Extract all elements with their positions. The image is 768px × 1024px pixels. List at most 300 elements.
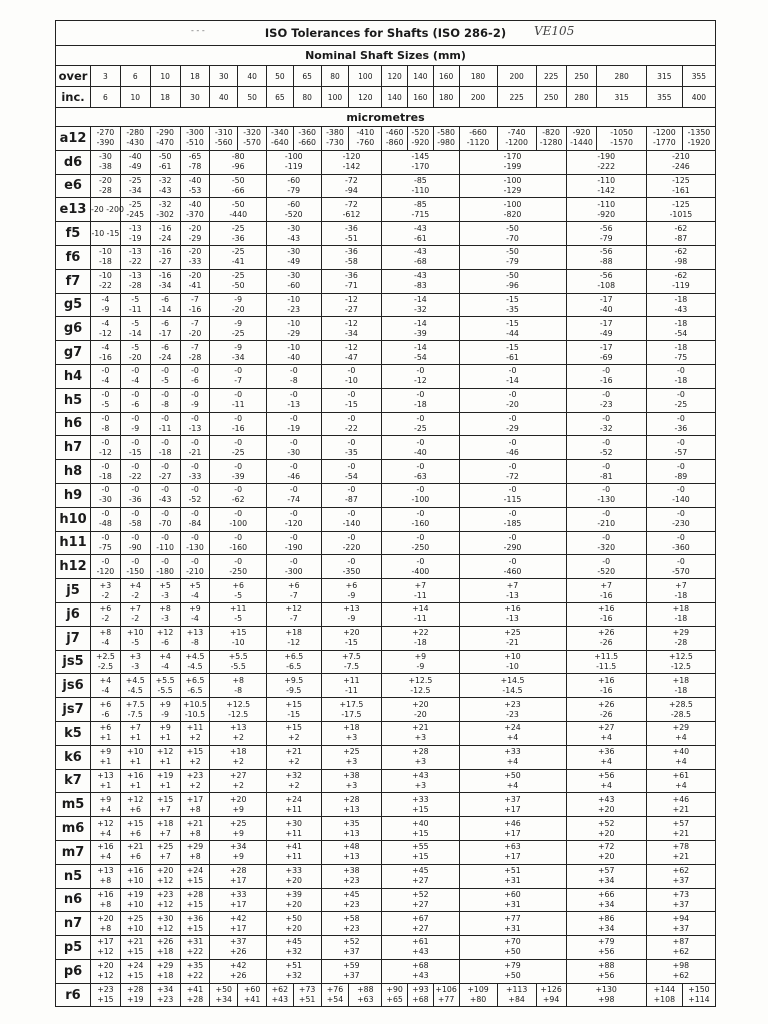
tolerance-cell <box>210 127 238 151</box>
upper-deviation: -170 <box>503 152 522 162</box>
upper-deviation: +6.5 <box>284 651 304 661</box>
lower-deviation: -46 <box>506 447 519 457</box>
upper-deviation: -0 <box>191 390 199 400</box>
tolerance-cell <box>321 198 382 222</box>
tolerance-cell <box>349 983 382 1007</box>
tolerance-cell <box>150 317 180 341</box>
lower-deviation: +17 <box>504 804 521 814</box>
tolerance-cell <box>150 198 180 222</box>
tolerance-cell <box>321 912 382 936</box>
lower-deviation: -36 <box>231 233 245 243</box>
tolerance-class-label: j5 <box>56 579 91 603</box>
lower-deviation: +15 <box>127 947 144 957</box>
tolerance-cell <box>321 412 382 436</box>
tolerance-class-label: js5 <box>56 650 91 674</box>
upper-deviation: +20 <box>97 961 114 971</box>
lower-deviation: +54 <box>326 995 344 1005</box>
upper-deviation: -0 <box>131 390 140 400</box>
upper-deviation: +15 <box>156 794 174 804</box>
upper-deviation: +20 <box>412 699 429 709</box>
size-cell: 160 <box>433 66 459 87</box>
upper-deviation: +14 <box>412 604 429 614</box>
lower-deviation: -9 <box>161 709 169 719</box>
tolerance-cell <box>91 364 121 388</box>
tolerance-cell <box>210 364 267 388</box>
tolerance-cell <box>566 460 646 484</box>
lower-deviation: +2 <box>232 757 244 767</box>
lower-deviation: -22 <box>128 257 142 267</box>
upper-deviation: -0 <box>602 556 611 566</box>
tolerance-cell <box>267 650 322 674</box>
tolerance-row-m6 <box>56 817 716 841</box>
lower-deviation: -11 <box>231 400 245 410</box>
upper-deviation: -25 <box>128 175 142 185</box>
upper-deviation: -0 <box>131 366 140 376</box>
upper-deviation: -0 <box>289 366 298 376</box>
lower-deviation: -640 <box>271 138 289 148</box>
lower-deviation: -8 <box>289 376 298 386</box>
lower-deviation: +4 <box>506 733 519 743</box>
tolerance-row-h11 <box>56 531 716 555</box>
size-cell: 400 <box>682 87 715 108</box>
tolerance-cell <box>120 817 150 841</box>
tolerance-cell <box>267 269 322 293</box>
upper-deviation: +9.5 <box>284 675 304 685</box>
tolerance-cell <box>382 198 459 222</box>
size-cell: 200 <box>459 87 497 108</box>
tolerance-cell <box>91 674 121 698</box>
tolerance-cell <box>321 150 382 174</box>
upper-deviation: +51 <box>285 961 303 971</box>
tolerance-cell <box>238 127 267 151</box>
lower-deviation: +9 <box>232 804 244 814</box>
tolerance-cell <box>566 364 646 388</box>
upper-deviation: +41 <box>285 842 303 852</box>
lower-deviation: -4 <box>101 376 110 386</box>
upper-deviation: +11 <box>343 675 360 685</box>
upper-deviation: +16 <box>597 604 615 614</box>
tolerance-cell <box>321 602 382 626</box>
lower-deviation: +31 <box>504 876 521 886</box>
lower-deviation: -9 <box>416 661 425 671</box>
tolerance-cell <box>566 245 646 269</box>
tolerance-cell <box>267 840 322 864</box>
upper-deviation: +21 <box>127 842 144 852</box>
upper-deviation: -660 <box>469 128 487 138</box>
upper-deviation: -6 <box>161 294 169 304</box>
tolerance-cell <box>321 483 382 507</box>
lower-deviation: +13 <box>343 852 360 862</box>
tolerance-cell <box>210 174 267 198</box>
tolerance-class-label: h10 <box>56 507 91 531</box>
tolerance-cell <box>459 959 566 983</box>
tolerance-cell <box>459 555 566 579</box>
tolerance-cell <box>210 793 267 817</box>
tolerance-cell <box>210 555 267 579</box>
upper-deviation: -10 <box>99 271 112 281</box>
upper-deviation: -300 <box>186 128 204 138</box>
upper-deviation: +21 <box>412 723 429 733</box>
lower-deviation: -820 <box>503 209 522 219</box>
lower-deviation: +108 <box>653 995 676 1005</box>
lower-deviation: -5 <box>161 376 169 386</box>
upper-deviation: -0 <box>602 437 611 447</box>
upper-deviation: -380 <box>326 128 344 138</box>
upper-deviation: +4 <box>129 580 142 590</box>
tolerance-cell <box>382 388 459 412</box>
lower-deviation: -470 <box>156 138 174 148</box>
tolerance-cell <box>267 507 322 531</box>
upper-deviation: +86 <box>597 913 615 923</box>
lower-deviation: -1120 <box>466 138 490 148</box>
lower-deviation: -94 <box>345 185 358 195</box>
upper-deviation: -56 <box>599 223 613 233</box>
upper-deviation: +5.5 <box>155 675 175 685</box>
lower-deviation: -12 <box>287 638 301 648</box>
lower-deviation: -30 <box>287 447 301 457</box>
upper-deviation: -20 <box>188 223 202 233</box>
tolerance-cell <box>210 745 267 769</box>
upper-deviation: +45 <box>343 889 360 899</box>
upper-deviation: -0 <box>677 366 685 376</box>
size-cell: 160 <box>408 87 434 108</box>
tolerance-cell <box>646 269 715 293</box>
upper-deviation: +11 <box>186 723 204 733</box>
upper-deviation: +25 <box>127 913 144 923</box>
upper-deviation: -0 <box>234 461 243 471</box>
lower-deviation: -4 <box>131 376 140 386</box>
tolerance-cell <box>646 840 715 864</box>
lower-deviation: +56 <box>597 971 615 981</box>
lower-deviation: -980 <box>437 138 455 148</box>
upper-deviation: +4.5 <box>125 675 145 685</box>
lower-deviation: +8 <box>189 828 201 838</box>
tolerance-class-label: h9 <box>56 483 91 507</box>
upper-deviation: +5 <box>159 580 171 590</box>
upper-deviation: -0 <box>191 413 199 423</box>
tolerance-cell <box>321 388 382 412</box>
lower-deviation: -13 <box>287 400 301 410</box>
upper-deviation: -32 <box>158 175 172 185</box>
tolerance-cell <box>150 245 180 269</box>
lower-deviation: +32 <box>285 947 303 957</box>
tolerance-cell <box>408 983 434 1007</box>
upper-deviation: -0 <box>602 366 611 376</box>
tolerance-cell <box>91 341 121 365</box>
upper-deviation: -0 <box>131 485 140 495</box>
upper-deviation: -62 <box>674 247 688 257</box>
tolerance-cell <box>120 412 150 436</box>
upper-deviation: -0 <box>234 437 243 447</box>
tolerance-cell <box>646 150 715 174</box>
tolerance-class-label: e13 <box>56 198 91 222</box>
tolerance-cell <box>120 269 150 293</box>
lower-deviation: +15 <box>186 923 204 933</box>
tolerance-cell <box>382 127 408 151</box>
lower-deviation: -4 <box>191 590 199 600</box>
upper-deviation: +25 <box>229 818 247 828</box>
size-cell: 40 <box>210 87 238 108</box>
tolerance-class-label: e6 <box>56 174 91 198</box>
tolerance-cell <box>150 388 180 412</box>
tolerance-cell <box>91 222 121 246</box>
size-cell: 3 <box>91 66 121 87</box>
tolerance-cell <box>267 579 322 603</box>
upper-deviation: -920 <box>572 128 591 138</box>
tolerance-cell <box>210 436 267 460</box>
tolerance-cell <box>210 983 238 1007</box>
tolerance-cell <box>91 983 121 1007</box>
lower-deviation: -8 <box>234 685 243 695</box>
tolerance-cell <box>120 222 150 246</box>
lower-deviation: -15 <box>128 447 142 457</box>
lower-deviation: -21 <box>188 447 202 457</box>
tolerance-class-label: h7 <box>56 436 91 460</box>
tolerance-cell <box>566 579 646 603</box>
lower-deviation: -11 <box>414 590 427 600</box>
tolerance-cell <box>321 555 382 579</box>
upper-deviation: +50 <box>504 770 521 780</box>
table-title: ISO Tolerances for Shafts (ISO 286-2) <box>264 26 507 40</box>
tolerance-cell <box>91 269 121 293</box>
tolerance-cell <box>566 888 646 912</box>
tolerance-class-label: h4 <box>56 364 91 388</box>
upper-deviation: +88 <box>597 961 615 971</box>
lower-deviation: -58 <box>345 257 358 267</box>
tolerance-cell <box>382 507 459 531</box>
lower-deviation: -142 <box>342 162 361 172</box>
tolerance-cell <box>646 936 715 960</box>
lower-deviation: -161 <box>672 185 690 195</box>
tolerance-cell <box>180 626 210 650</box>
handwritten-note: VE105 <box>534 24 575 38</box>
upper-deviation: -16 <box>158 271 172 281</box>
tolerance-class-label: j7 <box>56 626 91 650</box>
upper-deviation: -0 <box>508 532 517 542</box>
upper-deviation: +13 <box>343 604 360 614</box>
lower-deviation: -250 <box>229 566 248 576</box>
tolerance-row-n7 <box>56 912 716 936</box>
lower-deviation: -1280 <box>539 138 563 148</box>
tolerance-class-label: d6 <box>56 150 91 174</box>
tolerance-cell <box>150 936 180 960</box>
tolerance-cell <box>382 293 459 317</box>
upper-deviation: +37 <box>229 937 247 947</box>
upper-deviation: +8 <box>159 604 171 614</box>
size-cell: 100 <box>349 66 382 87</box>
upper-deviation: +90 <box>386 985 403 995</box>
tolerance-cell <box>150 602 180 626</box>
lower-deviation: -11 <box>128 304 142 314</box>
upper-deviation: -4 <box>101 318 110 328</box>
tolerance-cell <box>267 555 322 579</box>
table-title-cell: - - - ISO Tolerances for Shafts (ISO 286-2) VE105 <box>56 21 716 46</box>
upper-deviation: -10 <box>287 342 301 352</box>
tolerance-cell <box>267 222 322 246</box>
lower-deviation: -20 <box>188 328 202 338</box>
tolerance-cell <box>459 364 566 388</box>
upper-deviation: -17 <box>599 294 613 304</box>
tolerance-cell <box>150 293 180 317</box>
tolerance-cell <box>180 436 210 460</box>
tolerance-cell <box>566 127 597 151</box>
lower-deviation: -72 <box>506 471 519 481</box>
tolerance-class-label: n5 <box>56 864 91 888</box>
tolerance-cell <box>566 817 646 841</box>
tolerance-cell <box>459 245 566 269</box>
tolerance-cell <box>210 483 267 507</box>
lower-deviation: +4 <box>600 757 612 767</box>
tolerance-cell <box>321 127 349 151</box>
tolerance-cell <box>459 721 566 745</box>
lower-deviation: -13 <box>506 614 519 624</box>
lower-deviation: -245 <box>126 209 145 219</box>
tolerance-cell <box>321 936 382 960</box>
upper-deviation: -0 <box>289 461 298 471</box>
tolerance-cell <box>321 721 382 745</box>
tolerance-cell <box>120 626 150 650</box>
tolerance-cell <box>646 436 715 460</box>
upper-deviation: +98 <box>672 961 690 971</box>
upper-deviation: -85 <box>414 175 427 185</box>
upper-deviation: -0 <box>289 413 298 423</box>
upper-deviation: -20 -200 <box>91 204 124 214</box>
upper-deviation: +33 <box>285 866 303 876</box>
upper-deviation: +9 <box>159 699 171 709</box>
tolerance-class-label: h5 <box>56 388 91 412</box>
tolerance-cell <box>91 912 121 936</box>
upper-deviation: -0 <box>131 509 140 519</box>
lower-deviation: +68 <box>412 995 429 1005</box>
lower-deviation: +3 <box>345 780 358 790</box>
upper-deviation: -36 <box>345 247 358 257</box>
lower-deviation: +4 <box>675 757 687 767</box>
tolerance-cell <box>382 793 459 817</box>
lower-deviation: -5 <box>234 590 243 600</box>
lower-deviation: -28 <box>99 185 112 195</box>
lower-deviation: -760 <box>356 138 375 148</box>
upper-deviation: -120 <box>342 152 361 162</box>
tolerance-cell <box>682 127 715 151</box>
tolerance-class-label: n6 <box>56 888 91 912</box>
tolerance-cell <box>459 840 566 864</box>
upper-deviation: +7 <box>414 580 427 590</box>
upper-deviation: -43 <box>414 223 427 233</box>
lower-deviation: +4 <box>600 780 612 790</box>
tolerance-cell <box>293 127 321 151</box>
upper-deviation: +15 <box>285 723 303 733</box>
upper-deviation: +4 <box>159 651 171 661</box>
lower-deviation: +3 <box>414 757 427 767</box>
lower-deviation: -25 <box>231 328 245 338</box>
upper-deviation: +24 <box>186 866 204 876</box>
lower-deviation: +20 <box>285 899 303 909</box>
upper-deviation: -10 -15 <box>91 228 120 238</box>
upper-deviation: +7.5 <box>125 699 145 709</box>
lower-deviation: +17 <box>229 923 247 933</box>
lower-deviation: -34 <box>128 185 142 195</box>
lower-deviation: +11 <box>285 852 303 862</box>
lower-deviation: +50 <box>504 971 521 981</box>
lower-deviation: +26 <box>229 947 247 957</box>
tolerance-cell <box>150 817 180 841</box>
upper-deviation: -16 <box>158 247 172 257</box>
lower-deviation: -14 <box>506 376 519 386</box>
lower-deviation: -75 <box>674 352 688 362</box>
lower-deviation: +27 <box>412 923 429 933</box>
lower-deviation: +7 <box>159 828 171 838</box>
upper-deviation: +24 <box>504 723 521 733</box>
lower-deviation: -9 <box>101 304 110 314</box>
tolerance-cell <box>210 912 267 936</box>
upper-deviation: +10.5 <box>183 699 207 709</box>
upper-deviation: -5 <box>131 342 140 352</box>
lower-deviation: -16 <box>99 352 112 362</box>
lower-deviation: -22 <box>99 281 112 291</box>
lower-deviation: -10 <box>345 376 358 386</box>
lower-deviation: +2 <box>189 780 201 790</box>
upper-deviation: +18 <box>285 628 303 638</box>
lower-deviation: -1015 <box>669 209 693 219</box>
tolerance-cell <box>459 626 566 650</box>
lower-deviation: +8 <box>99 923 112 933</box>
upper-deviation: -0 <box>101 509 110 519</box>
upper-deviation: +3 <box>99 580 112 590</box>
upper-deviation: +43 <box>597 794 615 804</box>
upper-deviation: +5.5 <box>228 651 248 661</box>
upper-deviation: -36 <box>345 223 358 233</box>
lower-deviation: +6 <box>129 828 142 838</box>
tolerance-cell <box>180 745 210 769</box>
tolerance-cell <box>267 317 322 341</box>
lower-deviation: -300 <box>284 566 303 576</box>
upper-deviation: +73 <box>672 889 690 899</box>
upper-deviation: +18 <box>672 675 690 685</box>
upper-deviation: -0 <box>131 461 140 471</box>
lower-deviation: +28 <box>186 995 204 1005</box>
lower-deviation: -3 <box>161 590 169 600</box>
lower-deviation: +6 <box>129 852 142 862</box>
tolerance-cell <box>180 222 210 246</box>
tolerance-cell <box>459 174 566 198</box>
size-cell: 6 <box>120 66 150 87</box>
tolerance-cell <box>210 317 267 341</box>
lower-deviation: -57 <box>674 447 688 457</box>
upper-deviation: +28 <box>229 866 247 876</box>
upper-deviation: +94 <box>672 913 690 923</box>
tolerance-cell <box>267 721 322 745</box>
upper-deviation: -0 <box>508 485 517 495</box>
upper-deviation: -0 <box>101 390 110 400</box>
tolerance-cell <box>267 460 322 484</box>
lower-deviation: -13 <box>188 423 202 433</box>
upper-deviation: -0 <box>677 556 685 566</box>
upper-deviation: -0 <box>234 366 243 376</box>
tolerance-cell <box>646 650 715 674</box>
size-cell: 315 <box>646 66 682 87</box>
tolerance-cell <box>120 698 150 722</box>
lower-deviation: +6 <box>129 804 142 814</box>
tolerance-cell <box>180 983 210 1007</box>
upper-deviation: -0 <box>191 556 199 566</box>
lower-deviation: -90 <box>128 542 142 552</box>
tolerance-cell <box>566 388 646 412</box>
lower-deviation: -110 <box>156 542 174 552</box>
upper-deviation: +36 <box>597 747 615 757</box>
tolerance-cell <box>382 317 459 341</box>
upper-deviation: +66 <box>597 889 615 899</box>
upper-deviation: +6 <box>345 580 358 590</box>
